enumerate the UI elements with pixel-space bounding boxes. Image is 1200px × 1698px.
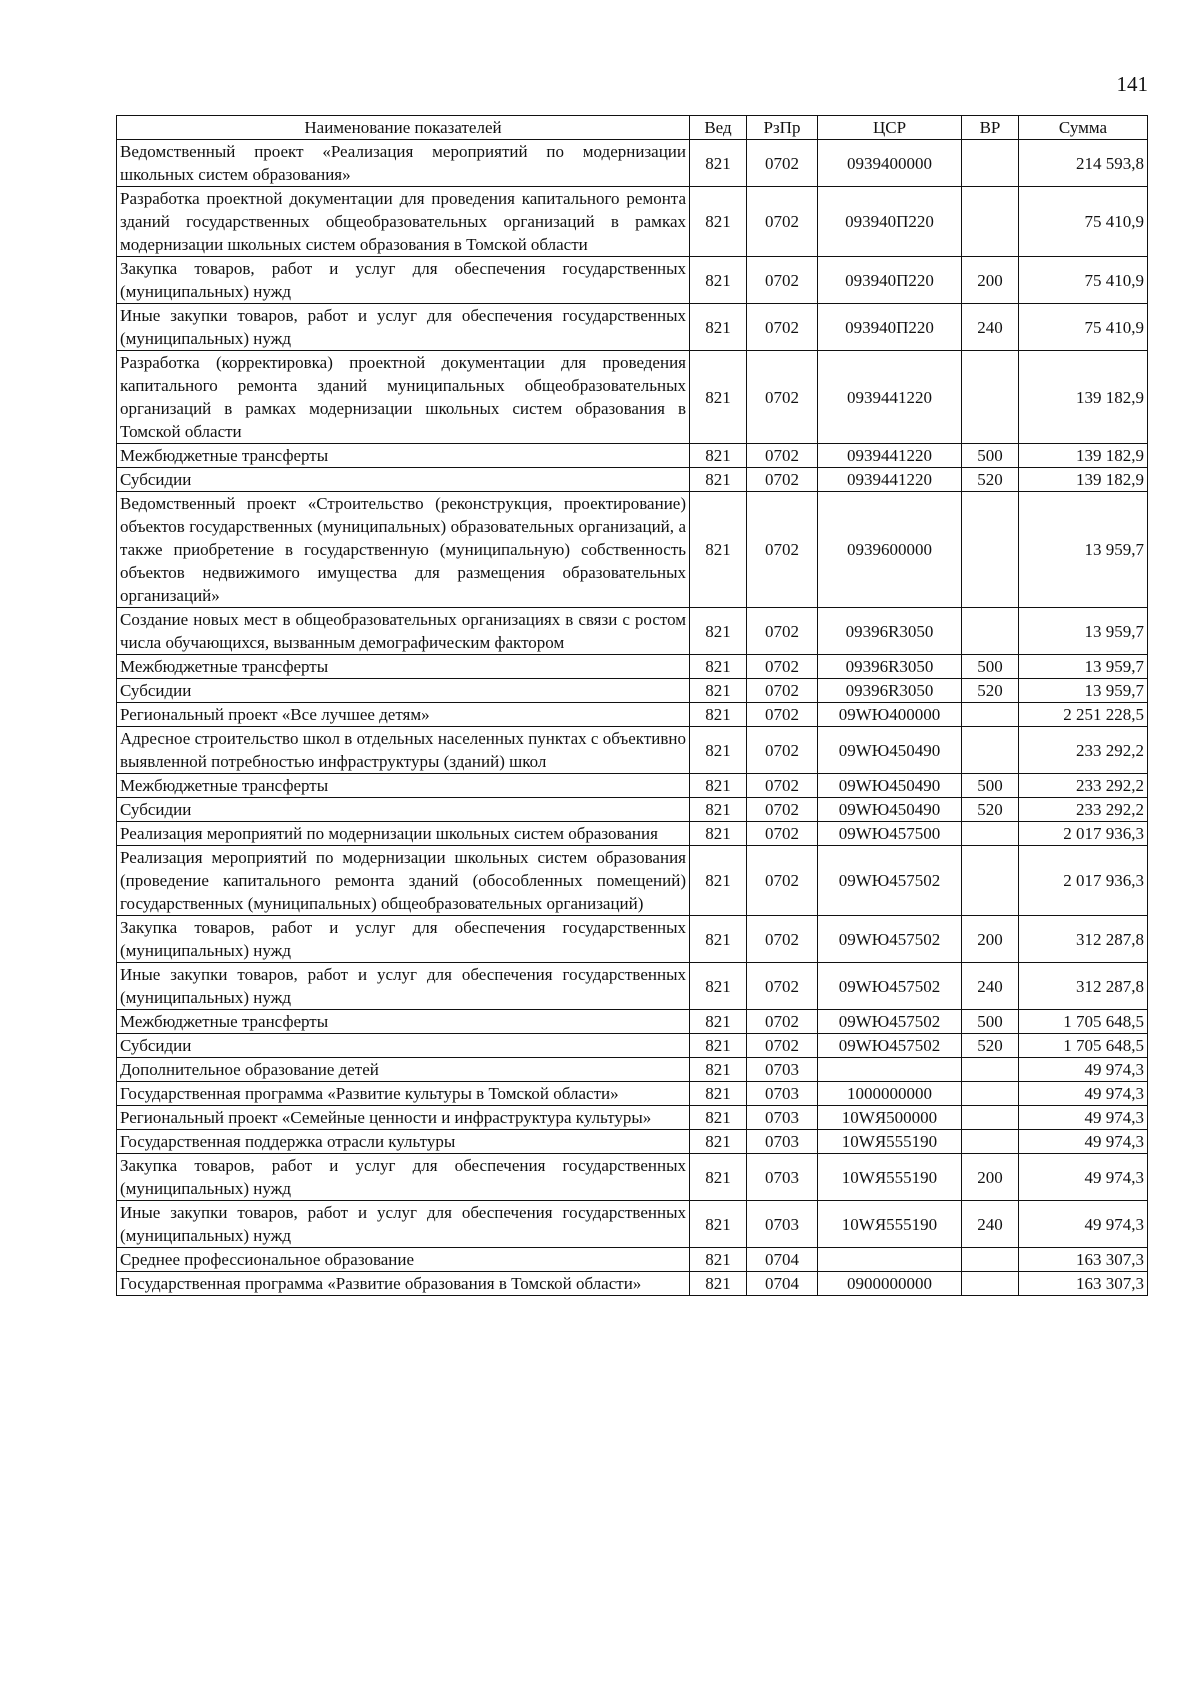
table-row (117, 1106, 1148, 1130)
row-name: Адресное строительство школ в отдельных населенных пунктах с объективно выявленной потребностью инфраструктуры (зданий) школ (117, 727, 690, 774)
row-csr: 09WЮ457502 (818, 846, 962, 916)
row-sum: 214 593,8 (1019, 140, 1148, 187)
row-rzpr: 0703 (747, 1201, 818, 1248)
row-rzpr: 0702 (747, 798, 818, 822)
row-rzpr: 0702 (747, 822, 818, 846)
row-name: Региональный проект «Семейные ценности и инфраструктура культуры» (117, 1106, 690, 1130)
table-row (117, 304, 1148, 351)
row-ved: 821 (690, 774, 747, 798)
row-ved: 821 (690, 703, 747, 727)
row-csr: 093940П220 (818, 257, 962, 304)
row-name: Субсидии (117, 1034, 690, 1058)
row-ved: 821 (690, 1082, 747, 1106)
row-sum: 233 292,2 (1019, 774, 1148, 798)
row-rzpr: 0703 (747, 1154, 818, 1201)
row-name: Реализация мероприятий по модернизации школьных систем образования (проведение капитального ремонта зданий (обособленных помещений) государственных (муниципальных) общеобразовательных организаций) (117, 846, 690, 916)
row-vr (962, 822, 1019, 846)
row-name: Государственная программа «Развитие образования в Томской области» (117, 1272, 690, 1296)
table-row (117, 468, 1148, 492)
row-name: Закупка товаров, работ и услуг для обеспечения государственных (муниципальных) нужд (117, 1154, 690, 1201)
table-row (117, 1130, 1148, 1154)
table-row (117, 444, 1148, 468)
row-rzpr: 0702 (747, 304, 818, 351)
row-name: Иные закупки товаров, работ и услуг для обеспечения государственных (муниципальных) нужд (117, 963, 690, 1010)
row-csr: 09WЮ450490 (818, 774, 962, 798)
budget-table (116, 115, 1148, 1296)
row-sum: 2 017 936,3 (1019, 822, 1148, 846)
row-name: Региональный проект «Все лучшее детям» (117, 703, 690, 727)
row-ved: 821 (690, 1272, 747, 1296)
row-name: Разработка проектной документации для проведения капитального ремонта зданий государственных общеобразовательных организаций в рамках модернизации школьных систем образования в Томской области (117, 187, 690, 257)
row-sum: 49 974,3 (1019, 1082, 1148, 1106)
row-sum: 2 017 936,3 (1019, 846, 1148, 916)
row-csr: 09WЮ457502 (818, 1010, 962, 1034)
row-name: Иные закупки товаров, работ и услуг для обеспечения государственных (муниципальных) нужд (117, 1201, 690, 1248)
row-rzpr: 0702 (747, 655, 818, 679)
row-ved: 821 (690, 608, 747, 655)
row-vr (962, 846, 1019, 916)
row-rzpr: 0703 (747, 1130, 818, 1154)
row-name: Субсидии (117, 798, 690, 822)
table-row (117, 1248, 1148, 1272)
row-sum: 49 974,3 (1019, 1106, 1148, 1130)
row-ved: 821 (690, 1154, 747, 1201)
table-row (117, 351, 1148, 444)
row-ved: 821 (690, 1248, 747, 1272)
row-csr: 09WЮ450490 (818, 798, 962, 822)
table-row (117, 703, 1148, 727)
row-sum: 163 307,3 (1019, 1248, 1148, 1272)
row-sum: 1 705 648,5 (1019, 1010, 1148, 1034)
row-csr: 09WЮ457502 (818, 916, 962, 963)
row-name: Межбюджетные трансферты (117, 774, 690, 798)
row-vr (962, 608, 1019, 655)
row-sum: 312 287,8 (1019, 963, 1148, 1010)
header-csr: ЦСР (818, 116, 962, 140)
table-row (117, 492, 1148, 608)
table-row (117, 1058, 1148, 1082)
row-sum: 13 959,7 (1019, 608, 1148, 655)
row-ved: 821 (690, 257, 747, 304)
row-csr (818, 1248, 962, 1272)
row-ved: 821 (690, 727, 747, 774)
row-rzpr: 0703 (747, 1058, 818, 1082)
row-name: Иные закупки товаров, работ и услуг для обеспечения государственных (муниципальных) нужд (117, 304, 690, 351)
row-vr: 200 (962, 257, 1019, 304)
row-sum: 139 182,9 (1019, 351, 1148, 444)
table-row (117, 1154, 1148, 1201)
row-csr: 10WЯ555190 (818, 1154, 962, 1201)
row-vr (962, 1130, 1019, 1154)
row-vr (962, 727, 1019, 774)
table-row (117, 798, 1148, 822)
row-sum: 49 974,3 (1019, 1201, 1148, 1248)
row-name: Межбюджетные трансферты (117, 444, 690, 468)
table-row (117, 1272, 1148, 1296)
row-sum: 163 307,3 (1019, 1272, 1148, 1296)
row-rzpr: 0704 (747, 1272, 818, 1296)
row-vr (962, 140, 1019, 187)
row-csr: 09396R3050 (818, 679, 962, 703)
row-name: Государственная программа «Развитие культуры в Томской области» (117, 1082, 690, 1106)
row-rzpr: 0702 (747, 963, 818, 1010)
row-name: Создание новых мест в общеобразовательных организациях в связи с ростом числа обучающихся, вызванным демографическим фактором (117, 608, 690, 655)
table-row (117, 1201, 1148, 1248)
table-row (117, 257, 1148, 304)
header-rzpr: РзПр (747, 116, 818, 140)
row-name: Межбюджетные трансферты (117, 1010, 690, 1034)
row-ved: 821 (690, 963, 747, 1010)
row-ved: 821 (690, 1106, 747, 1130)
row-csr: 09WЮ457502 (818, 1034, 962, 1058)
row-name: Разработка (корректировка) проектной документации для проведения капитального ремонта зданий муниципальных общеобразовательных организаций в рамках модернизации школьных систем образования в Томской области (117, 351, 690, 444)
row-csr: 0939441220 (818, 444, 962, 468)
row-sum: 139 182,9 (1019, 468, 1148, 492)
table-row (117, 963, 1148, 1010)
row-sum: 75 410,9 (1019, 304, 1148, 351)
row-ved: 821 (690, 1201, 747, 1248)
table-header (117, 116, 1148, 140)
row-ved: 821 (690, 822, 747, 846)
row-sum: 139 182,9 (1019, 444, 1148, 468)
row-ved: 821 (690, 655, 747, 679)
row-vr (962, 1272, 1019, 1296)
row-csr: 0939400000 (818, 140, 962, 187)
row-csr: 09396R3050 (818, 608, 962, 655)
row-csr: 09WЮ457500 (818, 822, 962, 846)
table-row (117, 727, 1148, 774)
row-rzpr: 0702 (747, 774, 818, 798)
row-vr: 520 (962, 679, 1019, 703)
row-sum: 49 974,3 (1019, 1130, 1148, 1154)
table-row (117, 1010, 1148, 1034)
header-row (117, 116, 1148, 140)
row-rzpr: 0702 (747, 257, 818, 304)
row-sum: 2 251 228,5 (1019, 703, 1148, 727)
row-rzpr: 0702 (747, 468, 818, 492)
row-sum: 75 410,9 (1019, 257, 1148, 304)
row-csr: 0939441220 (818, 468, 962, 492)
row-rzpr: 0702 (747, 679, 818, 703)
row-rzpr: 0703 (747, 1082, 818, 1106)
table-row (117, 822, 1148, 846)
row-sum: 13 959,7 (1019, 492, 1148, 608)
row-csr: 09396R3050 (818, 655, 962, 679)
row-rzpr: 0702 (747, 916, 818, 963)
row-vr: 500 (962, 444, 1019, 468)
row-vr: 200 (962, 916, 1019, 963)
table-row (117, 655, 1148, 679)
row-name: Межбюджетные трансферты (117, 655, 690, 679)
row-name: Субсидии (117, 679, 690, 703)
row-ved: 821 (690, 187, 747, 257)
row-sum: 49 974,3 (1019, 1154, 1148, 1201)
row-rzpr: 0702 (747, 1034, 818, 1058)
row-sum: 233 292,2 (1019, 727, 1148, 774)
table-row (117, 140, 1148, 187)
row-rzpr: 0702 (747, 703, 818, 727)
row-rzpr: 0702 (747, 351, 818, 444)
row-name: Закупка товаров, работ и услуг для обеспечения государственных (муниципальных) нужд (117, 916, 690, 963)
row-sum: 1 705 648,5 (1019, 1034, 1148, 1058)
row-sum: 75 410,9 (1019, 187, 1148, 257)
row-vr (962, 1058, 1019, 1082)
header-name: Наименование показателей (117, 116, 690, 140)
row-csr: 0900000000 (818, 1272, 962, 1296)
table-row (117, 608, 1148, 655)
row-vr: 200 (962, 1154, 1019, 1201)
row-rzpr: 0703 (747, 1106, 818, 1130)
row-vr (962, 351, 1019, 444)
row-vr (962, 703, 1019, 727)
row-name: Государственная поддержка отрасли культуры (117, 1130, 690, 1154)
header-sum: Сумма (1019, 116, 1148, 140)
row-name: Среднее профессиональное образование (117, 1248, 690, 1272)
row-sum: 13 959,7 (1019, 655, 1148, 679)
row-ved: 821 (690, 304, 747, 351)
row-csr: 0939600000 (818, 492, 962, 608)
row-ved: 821 (690, 1010, 747, 1034)
row-ved: 821 (690, 140, 747, 187)
row-rzpr: 0702 (747, 1010, 818, 1034)
row-vr: 500 (962, 774, 1019, 798)
row-rzpr: 0704 (747, 1248, 818, 1272)
table-row (117, 679, 1148, 703)
row-name: Ведомственный проект «Строительство (реконструкция, проектирование) объектов государственных (муниципальных) образовательных организаций, а также приобретение в государственную (муниципальную) собственность объектов недвижимого имущества для размещения образовательных организаций» (117, 492, 690, 608)
row-rzpr: 0702 (747, 727, 818, 774)
row-csr: 1000000000 (818, 1082, 962, 1106)
row-ved: 821 (690, 1058, 747, 1082)
row-ved: 821 (690, 468, 747, 492)
row-ved: 821 (690, 351, 747, 444)
row-sum: 13 959,7 (1019, 679, 1148, 703)
table-row (117, 1082, 1148, 1106)
table-row (117, 187, 1148, 257)
row-rzpr: 0702 (747, 846, 818, 916)
row-ved: 821 (690, 679, 747, 703)
row-vr: 240 (962, 963, 1019, 1010)
row-csr: 10WЯ555190 (818, 1130, 962, 1154)
row-rzpr: 0702 (747, 492, 818, 608)
row-rzpr: 0702 (747, 608, 818, 655)
row-rzpr: 0702 (747, 444, 818, 468)
row-ved: 821 (690, 1034, 747, 1058)
row-csr: 093940П220 (818, 304, 962, 351)
row-ved: 821 (690, 916, 747, 963)
table-body (117, 140, 1148, 1296)
row-vr: 240 (962, 304, 1019, 351)
row-csr: 0939441220 (818, 351, 962, 444)
row-ved: 821 (690, 1130, 747, 1154)
header-ved: Вед (690, 116, 747, 140)
row-name: Ведомственный проект «Реализация мероприятий по модернизации школьных систем образования» (117, 140, 690, 187)
table-row (117, 846, 1148, 916)
row-csr: 10WЯ500000 (818, 1106, 962, 1130)
row-sum: 49 974,3 (1019, 1058, 1148, 1082)
row-csr: 10WЯ555190 (818, 1201, 962, 1248)
row-name: Закупка товаров, работ и услуг для обеспечения государственных (муниципальных) нужд (117, 257, 690, 304)
row-name: Субсидии (117, 468, 690, 492)
row-vr: 520 (962, 1034, 1019, 1058)
table-row (117, 1034, 1148, 1058)
row-vr (962, 492, 1019, 608)
row-vr: 520 (962, 798, 1019, 822)
table-row (117, 916, 1148, 963)
row-vr: 500 (962, 655, 1019, 679)
row-rzpr: 0702 (747, 187, 818, 257)
row-rzpr: 0702 (747, 140, 818, 187)
row-ved: 821 (690, 798, 747, 822)
row-sum: 233 292,2 (1019, 798, 1148, 822)
row-vr (962, 1248, 1019, 1272)
row-csr: 09WЮ457502 (818, 963, 962, 1010)
row-ved: 821 (690, 846, 747, 916)
page-number: 141 (1116, 72, 1148, 96)
row-name: Реализация мероприятий по модернизации школьных систем образования (117, 822, 690, 846)
row-vr: 240 (962, 1201, 1019, 1248)
row-vr (962, 1082, 1019, 1106)
row-name: Дополнительное образование детей (117, 1058, 690, 1082)
row-ved: 821 (690, 444, 747, 468)
row-csr (818, 1058, 962, 1082)
row-vr: 520 (962, 468, 1019, 492)
row-csr: 09WЮ400000 (818, 703, 962, 727)
table-row (117, 774, 1148, 798)
row-csr: 09WЮ450490 (818, 727, 962, 774)
row-vr (962, 1106, 1019, 1130)
row-ved: 821 (690, 492, 747, 608)
row-sum: 312 287,8 (1019, 916, 1148, 963)
row-vr: 500 (962, 1010, 1019, 1034)
header-vr: ВР (962, 116, 1019, 140)
row-csr: 093940П220 (818, 187, 962, 257)
row-vr (962, 187, 1019, 257)
